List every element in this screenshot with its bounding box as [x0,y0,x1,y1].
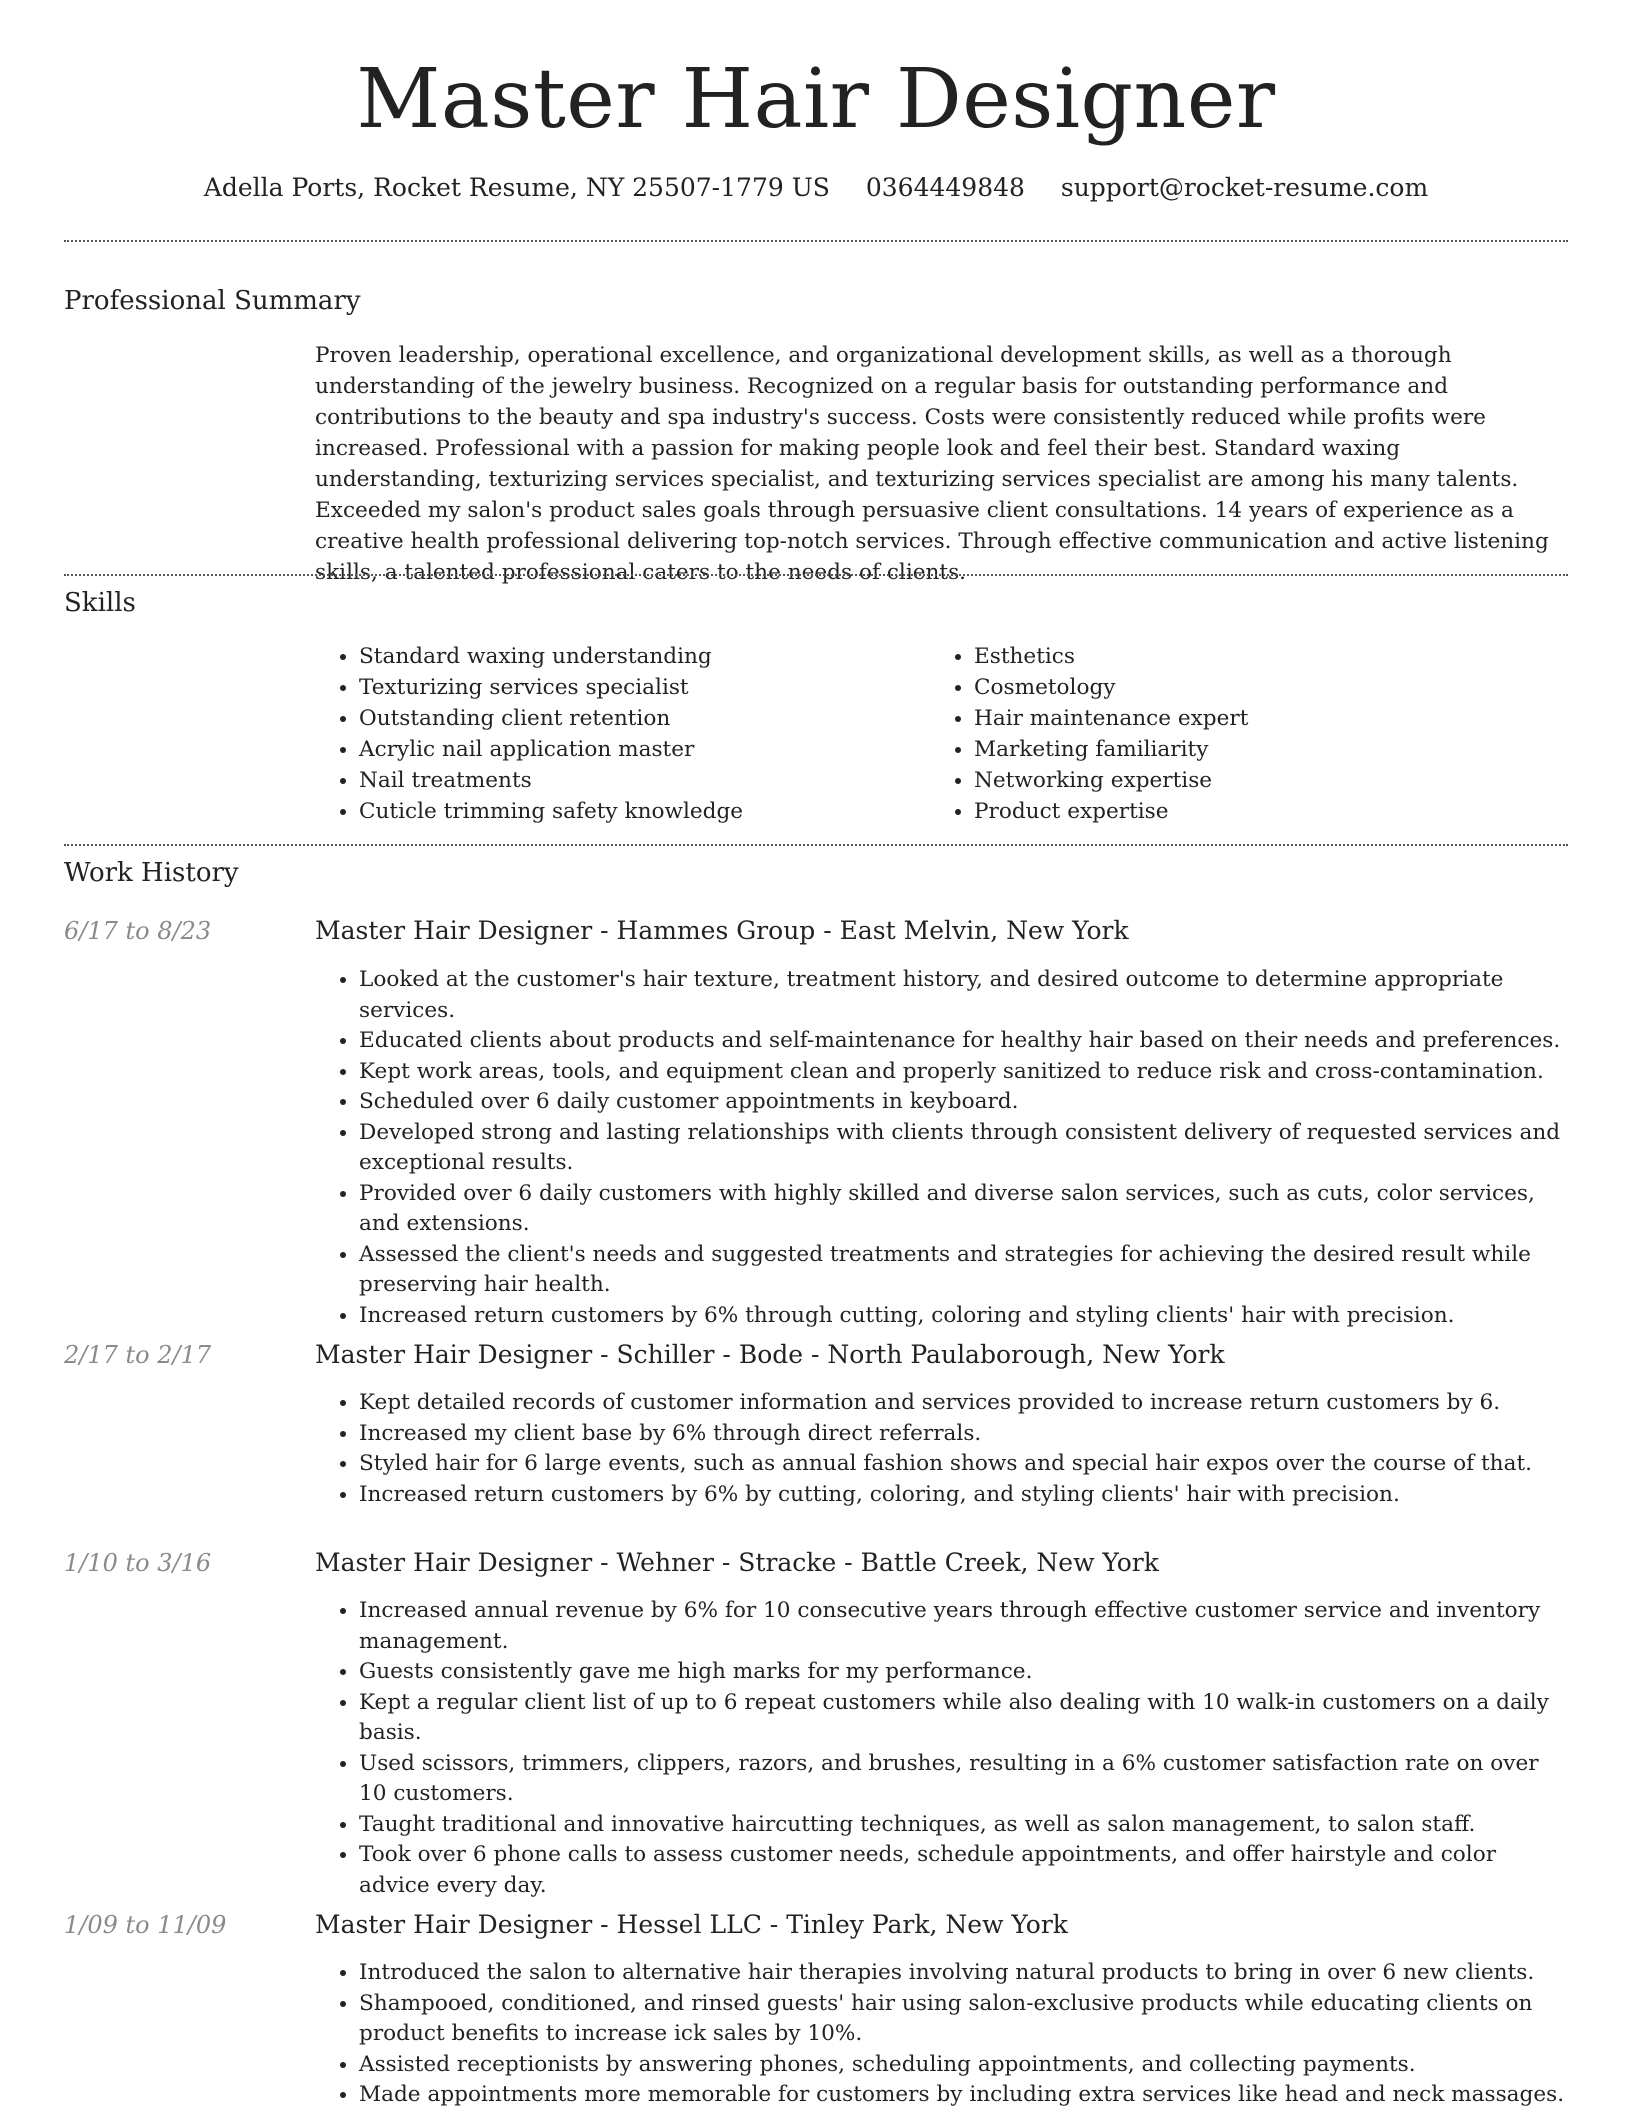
job-bullet: • Kept detailed records of customer information and services provided to increase return customers by 6. [359,1388,1568,1419]
job-title: Master Hair Designer - Hammes Group - East Melvin, New York [315,916,1129,945]
job-dates: 6/17 to 8/23 [64,917,212,945]
job-bullet: • Increased return customers by 6% by cutting, coloring, and styling clients' hair with precision. [359,1480,1568,1511]
job-bullet: • Provided over 6 daily customers with highly skilled and diverse salon services, such as cuts, color services, and extensions. [359,1179,1568,1240]
job-bullet: • Introduced the salon to alternative hair therapies involving natural products to bring in over 6 new clients. [359,1958,1568,1989]
contact-line [0,170,1632,206]
contact-phone: 0364449848 [865,173,1025,202]
skills-heading: Skills [64,588,136,618]
job-bullet: • Increased return customers by 6% through cutting, coloring and styling clients' hair with precision. [359,1301,1568,1332]
job-bullet: • Looked at the customer's hair texture, treatment history, and desired outcome to determine appropriate services. [359,965,1568,1026]
job-bullet: • Kept work areas, tools, and equipment clean and properly sanitized to reduce risk and cross-contamination. [359,1057,1568,1088]
job-bullet: • Assisted receptionists by answering phones, scheduling appointments, and collecting payments. [359,2050,1568,2081]
job-dates: 1/10 to 3/16 [64,1549,212,1577]
skill-item: • Cuticle trimming safety knowledge [359,796,959,827]
job-dates: 1/09 to 11/09 [64,1911,227,1939]
job-bullet: • Took over 6 phone calls to assess customer needs, schedule appointments, and offer hairstyle and color advice every day. [359,1840,1568,1901]
skill-item: • Nail treatments [359,765,959,796]
divider [64,844,1568,846]
work-history-heading: Work History [64,858,239,888]
job-bullet: • Increased my client base by 6% through direct referrals. [359,1419,1568,1450]
contact-address: Adella Ports, Rocket Resume, NY 25507-1779 US [203,173,830,202]
divider [64,574,1568,576]
job-bullet-list [315,965,1568,1331]
contact-email: support@rocket-resume.com [1060,173,1429,202]
job-bullet-list [315,1388,1568,1510]
skill-item: • Outstanding client retention [359,703,959,734]
skill-item: • Texturizing services specialist [359,672,959,703]
job-title: Master Hair Designer - Wehner - Stracke - Battle Creek, New York [315,1548,1159,1577]
job-bullet: • Shampooed, conditioned, and rinsed guests' hair using salon-exclusive products while educating clients on product benefits to increase ick sales by 10%. [359,1989,1568,2050]
job-bullet: • Used scissors, trimmers, clippers, razors, and brushes, resulting in a 6% customer satisfaction rate on over 10 customers. [359,1749,1568,1810]
job-title: Master Hair Designer - Hessel LLC - Tinley Park, New York [315,1910,1068,1939]
skills-list-right [930,641,1574,827]
job-bullet: • Kept a regular client list of up to 6 repeat customers while also dealing with 10 walk-in customers on a daily basis. [359,1688,1568,1749]
skill-item: • Standard waxing understanding [359,641,959,672]
job-bullet: • Assessed the client's needs and suggested treatments and strategies for achieving the desired result while preserving hair health. [359,1240,1568,1301]
job-bullet: • Increased annual revenue by 6% for 10 consecutive years through effective customer service and inventory management. [359,1596,1568,1657]
job-bullet: • Educated clients about products and self-maintenance for healthy hair based on their needs and preferences. [359,1026,1568,1057]
skill-item: • Product expertise [974,796,1574,827]
skills-list-left [315,641,959,827]
divider [64,240,1568,242]
skill-item: • Marketing familiarity [974,734,1574,765]
job-bullet: • Scheduled over 6 daily customer appointments in keyboard. [359,1087,1568,1118]
skill-item: • Acrylic nail application master [359,734,959,765]
job-bullet: • Guests consistently gave me high marks for my performance. [359,1657,1568,1688]
job-bullet-list [315,1958,1568,2111]
summary-text: Proven leadership, operational excellence, and organizational development skills, as well as a thorough understanding of the jewelry business. Recognized on a regular basis for outstanding performance and contributions to the beauty and spa industry's success. Costs were consistently reduced while profits were increased. Professional with a passion for making people look and feel their best. Standard waxing understanding, texturizing services specialist, and texturizing services specialist are among his many talents. Exceeded my salon's product sales goals through persuasive client consultations. 14 years of experience as a creative health professional delivering top-notch services. Through effective communication and active listening skills, a talented professional caters to the needs of clients. [315,343,1549,585]
summary-heading: Professional Summary [64,286,361,316]
skill-item: • Esthetics [974,641,1574,672]
job-title: Master Hair Designer - Schiller - Bode - North Paulaborough, New York [315,1340,1225,1369]
job-bullet: • Made appointments more memorable for customers by including extra services like head and neck massages. [359,2080,1568,2111]
job-bullet: • Styled hair for 6 large events, such as annual fashion shows and special hair expos over the course of that. [359,1449,1568,1480]
job-bullet-list [315,1596,1568,1901]
skill-item: • Networking expertise [974,765,1574,796]
job-dates: 2/17 to 2/17 [64,1341,212,1369]
skill-item: • Hair maintenance expert [974,703,1574,734]
resume-name: Master Hair Designer [356,52,1276,147]
skill-item: • Cosmetology [974,672,1574,703]
job-bullet: • Taught traditional and innovative haircutting techniques, as well as salon management, to salon staff. [359,1810,1568,1841]
job-bullet: • Developed strong and lasting relationships with clients through consistent delivery of requested services and exceptional results. [359,1118,1568,1179]
